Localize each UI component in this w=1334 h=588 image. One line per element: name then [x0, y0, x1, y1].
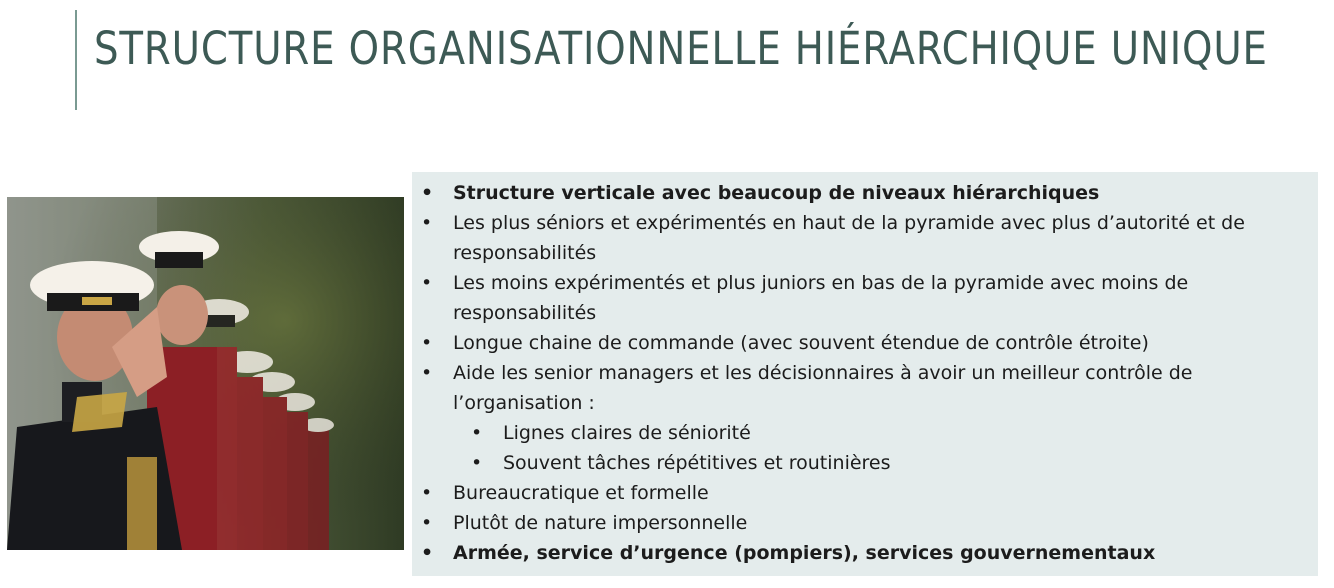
sub-bullet-item: • Lignes claires de séniorité: [453, 418, 1308, 448]
bullet-item: • Bureaucratique et formelle: [412, 478, 1308, 508]
bullet-item-with-sublist: [412, 358, 1308, 478]
bullet-item: • Armée, service d’urgence (pompiers), services gouvernementaux: [412, 538, 1308, 568]
bullet-item: • Plutôt de nature impersonnelle: [412, 508, 1308, 538]
bullet-item: • Les moins expérimentés et plus juniors en bas de la pyramide avec moins de responsabilités: [412, 268, 1308, 328]
title-accent-line: [75, 10, 77, 110]
content-panel: [412, 172, 1318, 576]
sub-bullet-item: • Souvent tâches répétitives et routinières: [453, 448, 1308, 478]
bullet-item: • Longue chaine de commande (avec souvent étendue de contrôle étroite): [412, 328, 1308, 358]
bullet-list: [412, 172, 1318, 568]
military-officers-saluting-photo: [7, 197, 404, 550]
bullet-item: • Les plus séniors et expérimentés en haut de la pyramide avec plus d’autorité et de responsabilités: [412, 208, 1308, 268]
slide-title: STRUCTURE ORGANISATIONNELLE HIÉRARCHIQUE UNIQUE: [94, 22, 1268, 75]
bullet-item: • Structure verticale avec beaucoup de niveaux hiérarchiques: [412, 178, 1308, 208]
sub-bullet-list: [453, 418, 1308, 478]
bullet-item-text: Aide les senior managers et les décisionnaires à avoir un meilleur contrôle de l’organisation :: [453, 362, 1193, 414]
